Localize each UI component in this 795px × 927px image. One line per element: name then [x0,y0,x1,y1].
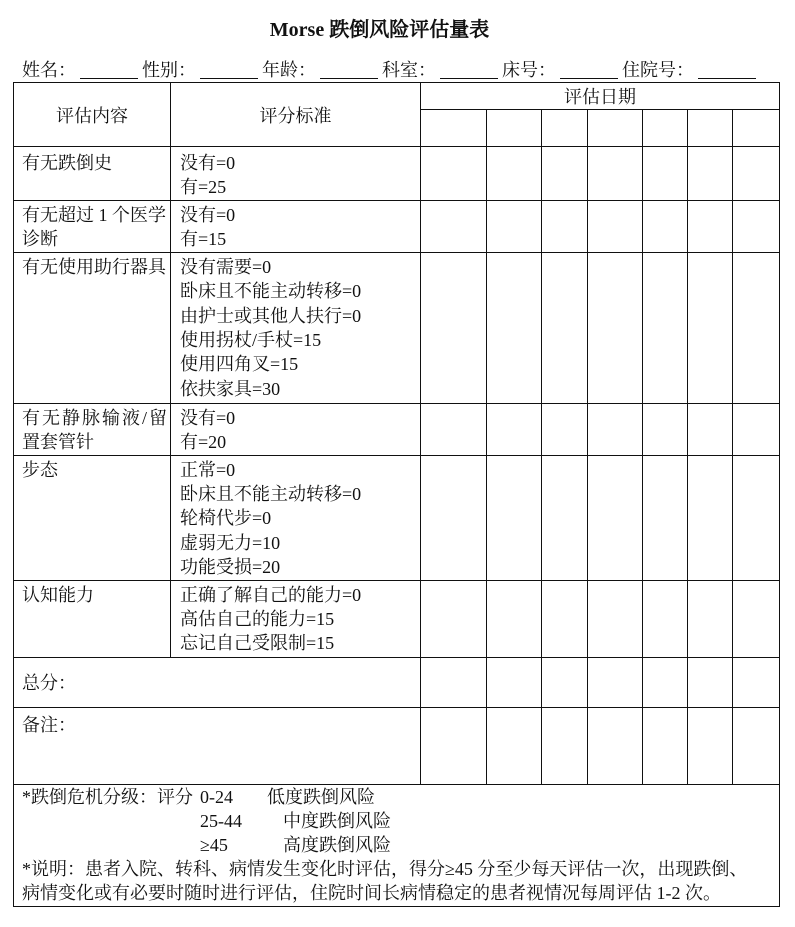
criterion-option: 依扶家具=30 [180,378,281,399]
date-cell [542,201,588,253]
gender-label: 性别： [142,60,196,80]
criterion-option: 卧床且不能主动转移=0 [180,281,362,302]
risk-grade-row [22,809,771,833]
item-criteria [171,403,421,455]
date-cell [588,147,643,201]
date-cell [542,657,588,707]
risk-level: 低度跌倒风险 [267,786,375,807]
item-row-gait [14,455,780,580]
date-cell [688,110,733,147]
header-scoring-criteria: 评分标准 [171,83,421,147]
item-row-secondary-diagnosis [14,201,780,253]
risk-score-range: ≥45 [200,834,228,855]
date-cell [733,201,780,253]
item-content [14,201,171,253]
gender-blank [200,78,258,79]
item-row-iv-therapy [14,403,780,455]
date-cell [487,580,542,657]
notes-cell [14,784,780,906]
item-criteria [171,252,421,403]
date-cell [487,403,542,455]
date-cell [421,110,487,147]
date-cell [588,110,643,147]
risk-grading-label: *跌倒危机分级：评分 [22,786,193,807]
risk-grade-row [22,833,771,857]
notes-row [14,784,780,906]
item-criteria [171,455,421,580]
date-cell [688,657,733,707]
date-cell [588,455,643,580]
item-criteria [171,580,421,657]
criterion-option: 功能受损=20 [180,557,281,578]
criterion-option: 没有需要=0 [180,256,272,277]
explanation-line: 病情变化或有必要时随时进行评估，住院时间长病情稳定的患者视情况每周评估 1-2 次。 [22,883,721,904]
date-cell [487,707,542,784]
criterion-option: 虚弱无力=10 [180,532,281,553]
date-cell [588,707,643,784]
header-assessment-date: 评估日期 [421,83,780,110]
criterion-option: 有=20 [180,432,227,453]
date-cell [733,455,780,580]
date-cell [421,707,487,784]
date-cell [643,252,688,403]
patient-info-bar [22,57,760,83]
criterion-option: 有=25 [180,177,227,198]
item-content-line: 诊断 [22,229,58,250]
criterion-option: 使用四角叉=15 [180,354,299,375]
date-cell [542,455,588,580]
item-content-line: 认知能力 [22,584,94,605]
item-content [14,580,171,657]
name-blank [80,78,138,79]
criterion-option: 轮椅代步=0 [180,508,272,529]
date-cell [688,201,733,253]
date-cell [688,455,733,580]
item-content-line: 有无使用助行器具 [22,256,166,277]
date-cell [421,580,487,657]
age-label: 年龄： [262,60,316,80]
item-content-line: 有无超过 1 个医学 [22,205,166,225]
risk-score-range: 25-44 [200,810,242,831]
date-cell [733,403,780,455]
date-cell [542,147,588,201]
date-cell [688,707,733,784]
item-content-line: 有无静脉输液/留 [22,407,170,428]
criterion-option: 没有=0 [180,153,236,173]
date-cell [643,147,688,201]
bed-number-blank [560,78,618,79]
date-cell [421,147,487,201]
date-cell [487,110,542,147]
date-cell [487,147,542,201]
date-cell [542,580,588,657]
item-content [14,455,171,580]
item-content [14,403,171,455]
date-cell [643,110,688,147]
criterion-option: 没有=0 [180,407,236,428]
name-label: 姓名： [22,60,76,80]
admission-number-blank [698,78,756,79]
date-cell [421,252,487,403]
date-cell [542,110,588,147]
date-cell [733,147,780,201]
date-cell [733,580,780,657]
criterion-option: 由护士或其他人扶行=0 [180,305,362,326]
risk-score-range: 0-24 [200,786,233,807]
criterion-option: 卧床且不能主动转移=0 [180,483,362,504]
date-cell [688,252,733,403]
total-score-row [14,657,780,707]
header-row [14,83,780,110]
criterion-option: 正确了解自己的能力=0 [180,584,362,605]
date-cell [733,707,780,784]
date-cell [588,403,643,455]
date-cell [733,110,780,147]
header-assessment-content: 评估内容 [14,83,171,147]
date-cell [421,657,487,707]
remarks-label: 备注： [14,707,421,784]
criterion-option: 正常=0 [180,459,236,480]
date-cell [643,403,688,455]
bed-number-label: 床号： [502,60,556,80]
item-content [14,147,171,201]
criterion-option: 没有=0 [180,205,236,225]
explanation-line: *说明：患者入院、转科、病情发生变化时评估，得分≥45 分至少每天评估一次，出现跌倒、 [22,859,748,880]
date-cell [688,147,733,201]
item-row-fall-history [14,147,780,201]
date-cell [542,403,588,455]
item-content [14,252,171,403]
date-cell [643,657,688,707]
date-cell [588,657,643,707]
date-cell [588,252,643,403]
date-cell [688,580,733,657]
remarks-row [14,707,780,784]
date-cell [487,201,542,253]
date-cell [421,455,487,580]
date-cell [733,657,780,707]
date-cell [588,201,643,253]
item-row-cognitive-ability [14,580,780,657]
date-cell [487,657,542,707]
page-title: Morse 跌倒风险评估量表 [269,19,490,41]
department-label: 科室： [382,60,436,80]
date-cell [643,201,688,253]
department-blank [440,78,498,79]
date-cell [487,455,542,580]
item-criteria [171,201,421,253]
criterion-option: 高估自己的能力=15 [180,608,335,629]
criterion-option: 忘记自己受限制=15 [180,633,335,654]
date-cell [643,455,688,580]
date-cell [542,252,588,403]
admission-number-label: 住院号： [622,60,694,80]
risk-level: 中度跌倒风险 [283,810,391,831]
criterion-option: 使用拐杖/手杖=15 [180,329,322,350]
age-blank [320,78,378,79]
item-content-line: 有无跌倒史 [22,153,112,173]
total-score-label: 总分： [14,657,421,707]
date-cell [421,403,487,455]
date-cell [688,403,733,455]
item-content-line: 步态 [22,459,58,480]
date-cell [487,252,542,403]
risk-grade-row [22,785,771,809]
date-cell [643,580,688,657]
date-cell [733,252,780,403]
date-cell [588,580,643,657]
risk-level: 高度跌倒风险 [283,834,391,855]
date-cell [421,201,487,253]
item-content-line: 置套管针 [22,432,94,453]
item-criteria [171,147,421,201]
assessment-table [13,82,780,907]
criterion-option: 有=15 [180,229,227,250]
date-cell [643,707,688,784]
date-cell [542,707,588,784]
item-row-ambulatory-aid [14,252,780,403]
